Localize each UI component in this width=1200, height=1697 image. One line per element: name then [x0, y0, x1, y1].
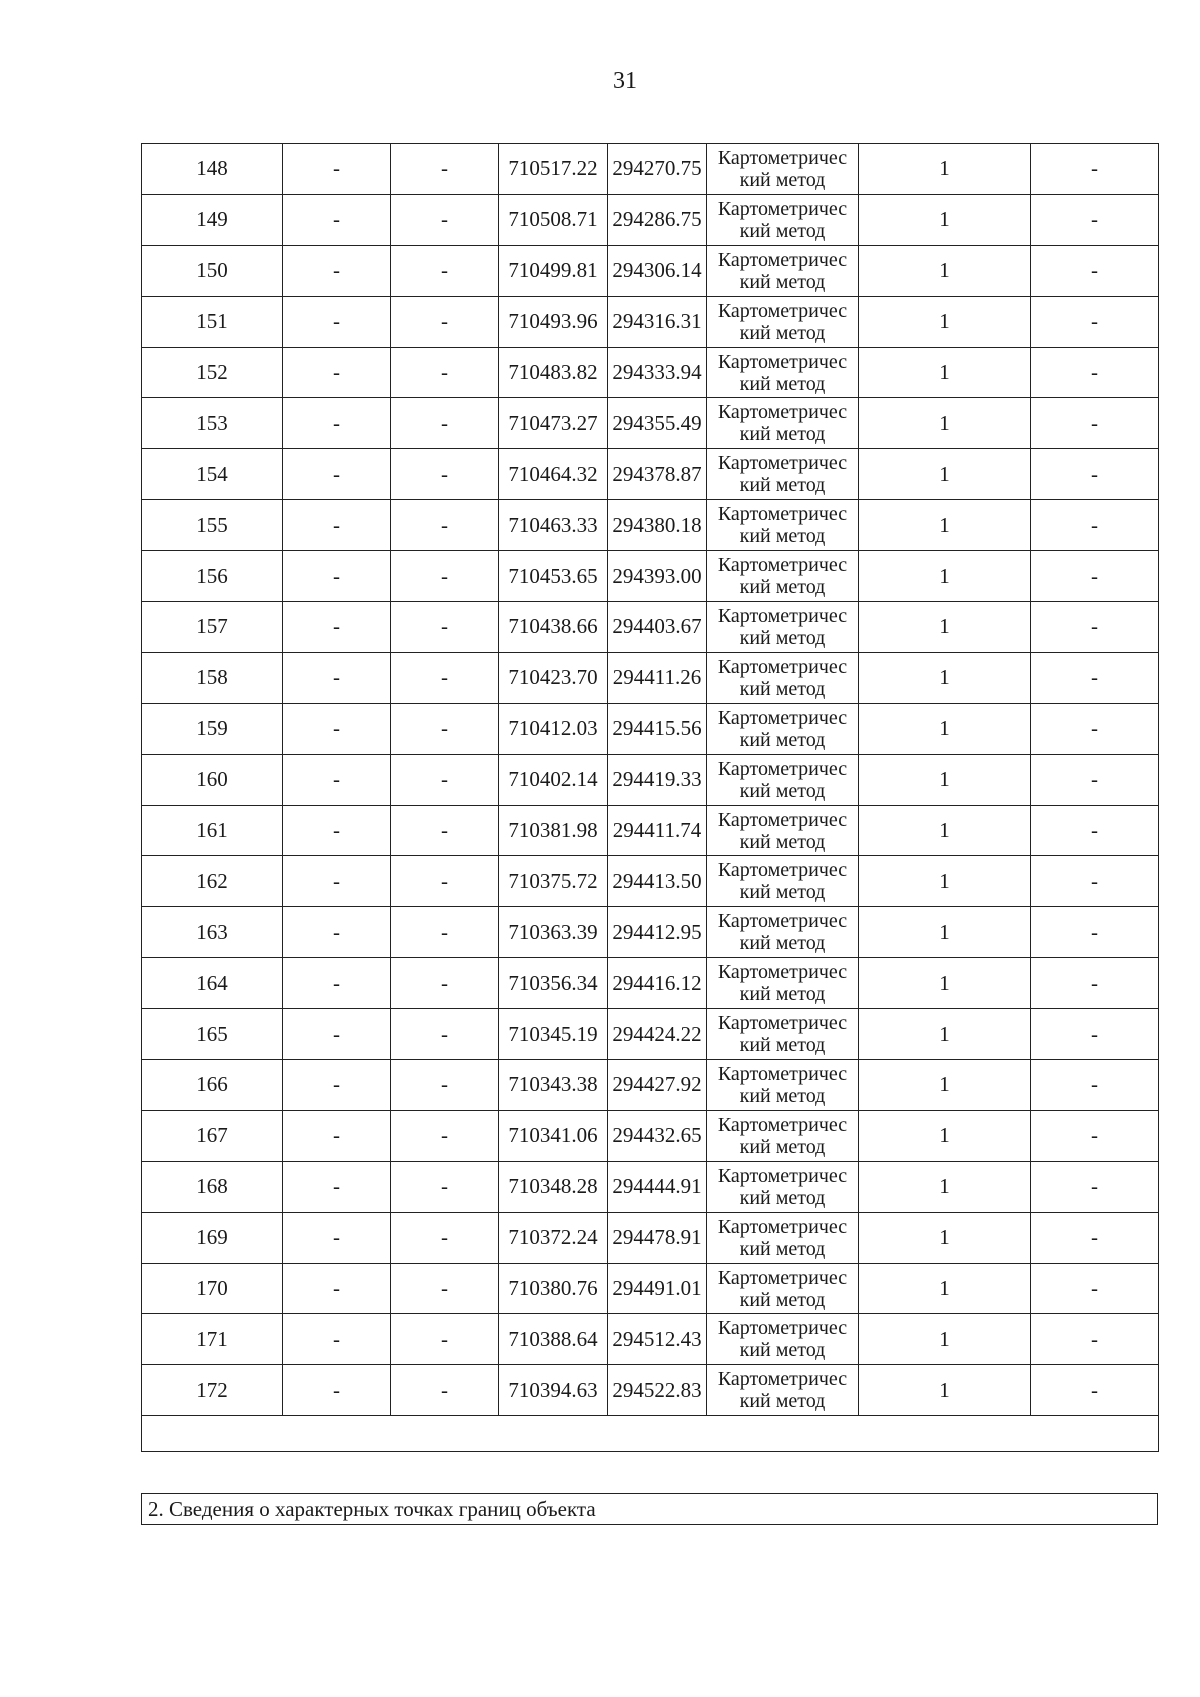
- cell-dash: -: [283, 144, 391, 195]
- cell-dash: -: [1031, 296, 1159, 347]
- table-row: [142, 1060, 1159, 1111]
- cell-method: [707, 144, 859, 195]
- method-line-1: Картометричес: [717, 554, 848, 577]
- cell-point-number: 154: [142, 449, 283, 500]
- cell-dash: -: [391, 958, 499, 1009]
- cell-coordinate-y: 294316.31: [608, 296, 707, 347]
- table-body: [142, 144, 1159, 1452]
- table-row: [142, 449, 1159, 500]
- table-row: [142, 551, 1159, 602]
- method-line-1: Картометричес: [717, 859, 848, 882]
- cell-dash: -: [391, 1110, 499, 1161]
- cell-method: [707, 1060, 859, 1111]
- cell-accuracy: 1: [859, 1365, 1031, 1416]
- table-row: [142, 296, 1159, 347]
- cell-coordinate-x: 710356.34: [499, 958, 608, 1009]
- method-line-2: кий метод: [739, 1288, 826, 1311]
- method-line-2: кий метод: [739, 932, 826, 955]
- cell-coordinate-y: 294306.14: [608, 245, 707, 296]
- cell-dash: -: [1031, 856, 1159, 907]
- cell-method: [707, 398, 859, 449]
- method-line-1: Картометричес: [717, 1113, 848, 1136]
- cell-method: [707, 958, 859, 1009]
- cell-dash: -: [391, 245, 499, 296]
- method-line-2: кий метод: [739, 1034, 826, 1057]
- cell-dash: -: [1031, 652, 1159, 703]
- table-row: [142, 805, 1159, 856]
- method-line-2: кий метод: [739, 576, 826, 599]
- table-row: [142, 194, 1159, 245]
- cell-dash: -: [391, 602, 499, 653]
- cell-dash: -: [1031, 1161, 1159, 1212]
- method-line-2: кий метод: [739, 983, 826, 1006]
- method-line-1: Картометричес: [717, 961, 848, 984]
- cell-dash: -: [1031, 500, 1159, 551]
- cell-coordinate-x: 710473.27: [499, 398, 608, 449]
- cell-coordinate-x: 710372.24: [499, 1212, 608, 1263]
- cell-point-number: 162: [142, 856, 283, 907]
- table-row: [142, 1161, 1159, 1212]
- table-row: [142, 652, 1159, 703]
- cell-coordinate-x: 710348.28: [499, 1161, 608, 1212]
- cell-point-number: 168: [142, 1161, 283, 1212]
- cell-coordinate-x: 710438.66: [499, 602, 608, 653]
- method-line-1: Картометричес: [717, 1012, 848, 1035]
- cell-accuracy: 1: [859, 1161, 1031, 1212]
- cell-coordinate-x: 710388.64: [499, 1314, 608, 1365]
- cell-accuracy: 1: [859, 500, 1031, 551]
- table-row: [142, 245, 1159, 296]
- cell-point-number: 166: [142, 1060, 283, 1111]
- cell-dash: -: [283, 1161, 391, 1212]
- cell-coordinate-x: 710499.81: [499, 245, 608, 296]
- cell-method: [707, 449, 859, 500]
- method-line-2: кий метод: [739, 525, 826, 548]
- cell-dash: -: [283, 296, 391, 347]
- cell-dash: -: [283, 907, 391, 958]
- cell-dash: -: [283, 1009, 391, 1060]
- cell-dash: -: [1031, 398, 1159, 449]
- cell-accuracy: 1: [859, 958, 1031, 1009]
- method-line-1: Картометричес: [717, 1368, 848, 1391]
- cell-dash: -: [1031, 1365, 1159, 1416]
- cell-accuracy: 1: [859, 602, 1031, 653]
- cell-dash: -: [391, 703, 499, 754]
- cell-coordinate-x: 710363.39: [499, 907, 608, 958]
- cell-method: [707, 1110, 859, 1161]
- cell-coordinate-x: 710483.82: [499, 347, 608, 398]
- cell-accuracy: 1: [859, 754, 1031, 805]
- cell-dash: -: [1031, 1212, 1159, 1263]
- cell-dash: -: [391, 347, 499, 398]
- method-line-1: Картометричес: [717, 197, 848, 220]
- method-line-2: кий метод: [739, 626, 826, 649]
- empty-cell: [142, 1416, 1159, 1452]
- table-row: [142, 703, 1159, 754]
- method-line-1: Картометричес: [717, 503, 848, 526]
- table-row: [142, 144, 1159, 195]
- cell-dash: -: [391, 144, 499, 195]
- cell-coordinate-y: 294432.65: [608, 1110, 707, 1161]
- method-line-2: кий метод: [739, 881, 826, 904]
- cell-coordinate-y: 294393.00: [608, 551, 707, 602]
- cell-dash: -: [391, 907, 499, 958]
- cell-dash: -: [283, 1365, 391, 1416]
- cell-coordinate-y: 294415.56: [608, 703, 707, 754]
- cell-coordinate-x: 710423.70: [499, 652, 608, 703]
- method-line-2: кий метод: [739, 1135, 826, 1158]
- table-row: [142, 958, 1159, 1009]
- cell-method: [707, 856, 859, 907]
- method-line-2: кий метод: [739, 1390, 826, 1413]
- cell-point-number: 169: [142, 1212, 283, 1263]
- cell-coordinate-y: 294478.91: [608, 1212, 707, 1263]
- cell-coordinate-x: 710394.63: [499, 1365, 608, 1416]
- cell-dash: -: [391, 1365, 499, 1416]
- method-line-1: Картометричес: [717, 1215, 848, 1238]
- cell-dash: -: [1031, 347, 1159, 398]
- cell-dash: -: [283, 449, 391, 500]
- table-row: [142, 907, 1159, 958]
- cell-coordinate-x: 710412.03: [499, 703, 608, 754]
- cell-coordinate-y: 294444.91: [608, 1161, 707, 1212]
- cell-accuracy: 1: [859, 1110, 1031, 1161]
- cell-coordinate-x: 710381.98: [499, 805, 608, 856]
- method-line-2: кий метод: [739, 423, 826, 446]
- cell-dash: -: [1031, 1110, 1159, 1161]
- table-row: [142, 1212, 1159, 1263]
- cell-accuracy: 1: [859, 907, 1031, 958]
- cell-coordinate-x: 710453.65: [499, 551, 608, 602]
- method-line-1: Картометричес: [717, 350, 848, 373]
- table-row: [142, 1110, 1159, 1161]
- cell-dash: -: [283, 551, 391, 602]
- method-line-2: кий метод: [739, 474, 826, 497]
- method-line-1: Картометричес: [717, 757, 848, 780]
- empty-row: [142, 1416, 1159, 1452]
- coordinates-table: [141, 143, 1159, 1452]
- cell-dash: -: [283, 1263, 391, 1314]
- cell-dash: -: [1031, 194, 1159, 245]
- cell-accuracy: 1: [859, 1009, 1031, 1060]
- cell-dash: -: [1031, 144, 1159, 195]
- cell-dash: -: [1031, 703, 1159, 754]
- cell-coordinate-y: 294413.50: [608, 856, 707, 907]
- section-title: 2. Сведения о характерных точках границ объекта: [141, 1493, 1158, 1525]
- method-line-2: кий метод: [739, 270, 826, 293]
- cell-dash: -: [1031, 449, 1159, 500]
- method-line-2: кий метод: [739, 779, 826, 802]
- method-line-2: кий метод: [739, 219, 826, 242]
- cell-dash: -: [283, 1110, 391, 1161]
- cell-coordinate-x: 710341.06: [499, 1110, 608, 1161]
- cell-dash: -: [391, 652, 499, 703]
- cell-point-number: 149: [142, 194, 283, 245]
- cell-method: [707, 1314, 859, 1365]
- cell-point-number: 164: [142, 958, 283, 1009]
- cell-accuracy: 1: [859, 144, 1031, 195]
- cell-point-number: 165: [142, 1009, 283, 1060]
- cell-method: [707, 245, 859, 296]
- cell-point-number: 159: [142, 703, 283, 754]
- cell-coordinate-y: 294411.26: [608, 652, 707, 703]
- cell-method: [707, 602, 859, 653]
- method-line-2: кий метод: [739, 321, 826, 344]
- cell-dash: -: [283, 703, 391, 754]
- cell-point-number: 150: [142, 245, 283, 296]
- cell-point-number: 163: [142, 907, 283, 958]
- cell-accuracy: 1: [859, 194, 1031, 245]
- cell-accuracy: 1: [859, 551, 1031, 602]
- cell-dash: -: [1031, 958, 1159, 1009]
- cell-point-number: 152: [142, 347, 283, 398]
- table-row: [142, 500, 1159, 551]
- method-line-2: кий метод: [739, 830, 826, 853]
- table-row: [142, 1263, 1159, 1314]
- cell-method: [707, 1263, 859, 1314]
- cell-dash: -: [283, 856, 391, 907]
- table-row: [142, 1314, 1159, 1365]
- cell-dash: -: [391, 449, 499, 500]
- cell-dash: -: [391, 1009, 499, 1060]
- cell-point-number: 148: [142, 144, 283, 195]
- cell-method: [707, 296, 859, 347]
- cell-accuracy: 1: [859, 245, 1031, 296]
- cell-point-number: 160: [142, 754, 283, 805]
- cell-dash: -: [1031, 805, 1159, 856]
- method-line-2: кий метод: [739, 677, 826, 700]
- cell-dash: -: [1031, 602, 1159, 653]
- cell-coordinate-y: 294403.67: [608, 602, 707, 653]
- cell-dash: -: [1031, 754, 1159, 805]
- method-line-2: кий метод: [739, 1186, 826, 1209]
- cell-accuracy: 1: [859, 1263, 1031, 1314]
- cell-dash: -: [1031, 1009, 1159, 1060]
- cell-dash: -: [283, 652, 391, 703]
- cell-coordinate-y: 294491.01: [608, 1263, 707, 1314]
- cell-dash: -: [391, 551, 499, 602]
- cell-coordinate-x: 710463.33: [499, 500, 608, 551]
- cell-accuracy: 1: [859, 652, 1031, 703]
- cell-dash: -: [283, 245, 391, 296]
- cell-point-number: 155: [142, 500, 283, 551]
- cell-dash: -: [283, 1314, 391, 1365]
- cell-accuracy: 1: [859, 1314, 1031, 1365]
- cell-accuracy: 1: [859, 856, 1031, 907]
- cell-coordinate-y: 294411.74: [608, 805, 707, 856]
- cell-dash: -: [391, 805, 499, 856]
- method-line-2: кий метод: [739, 1339, 826, 1362]
- cell-dash: -: [283, 1060, 391, 1111]
- method-line-1: Картометричес: [717, 299, 848, 322]
- cell-dash: -: [391, 1263, 499, 1314]
- cell-point-number: 156: [142, 551, 283, 602]
- method-line-2: кий метод: [739, 1237, 826, 1260]
- cell-coordinate-x: 710464.32: [499, 449, 608, 500]
- method-line-1: Картометричес: [717, 808, 848, 831]
- cell-coordinate-y: 294333.94: [608, 347, 707, 398]
- cell-dash: -: [391, 1212, 499, 1263]
- cell-accuracy: 1: [859, 703, 1031, 754]
- table-row: [142, 602, 1159, 653]
- cell-point-number: 172: [142, 1365, 283, 1416]
- method-line-2: кий метод: [739, 372, 826, 395]
- cell-coordinate-y: 294412.95: [608, 907, 707, 958]
- cell-accuracy: 1: [859, 1060, 1031, 1111]
- page-number: 31: [613, 68, 637, 94]
- cell-coordinate-y: 294355.49: [608, 398, 707, 449]
- cell-method: [707, 1009, 859, 1060]
- cell-dash: -: [1031, 907, 1159, 958]
- method-line-1: Картометричес: [717, 452, 848, 475]
- method-line-1: Картометричес: [717, 1317, 848, 1340]
- cell-coordinate-y: 294416.12: [608, 958, 707, 1009]
- cell-dash: -: [283, 1212, 391, 1263]
- cell-coordinate-y: 294424.22: [608, 1009, 707, 1060]
- cell-coordinate-y: 294380.18: [608, 500, 707, 551]
- cell-point-number: 167: [142, 1110, 283, 1161]
- cell-point-number: 161: [142, 805, 283, 856]
- cell-method: [707, 754, 859, 805]
- cell-accuracy: 1: [859, 347, 1031, 398]
- cell-accuracy: 1: [859, 398, 1031, 449]
- cell-dash: -: [391, 1314, 499, 1365]
- cell-coordinate-y: 294427.92: [608, 1060, 707, 1111]
- cell-point-number: 151: [142, 296, 283, 347]
- cell-dash: -: [391, 856, 499, 907]
- cell-method: [707, 703, 859, 754]
- cell-method: [707, 551, 859, 602]
- cell-coordinate-x: 710402.14: [499, 754, 608, 805]
- method-line-1: Картометричес: [717, 248, 848, 271]
- cell-dash: -: [1031, 245, 1159, 296]
- cell-dash: -: [283, 347, 391, 398]
- method-line-1: Картометричес: [717, 604, 848, 627]
- cell-point-number: 153: [142, 398, 283, 449]
- cell-dash: -: [283, 754, 391, 805]
- table-row: [142, 1009, 1159, 1060]
- cell-coordinate-y: 294270.75: [608, 144, 707, 195]
- method-line-1: Картометричес: [717, 706, 848, 729]
- cell-dash: -: [283, 194, 391, 245]
- method-line-2: кий метод: [739, 168, 826, 191]
- cell-dash: -: [1031, 1060, 1159, 1111]
- cell-dash: -: [391, 500, 499, 551]
- cell-dash: -: [1031, 1263, 1159, 1314]
- cell-method: [707, 1161, 859, 1212]
- table-row: [142, 856, 1159, 907]
- cell-accuracy: 1: [859, 1212, 1031, 1263]
- cell-accuracy: 1: [859, 296, 1031, 347]
- method-line-2: кий метод: [739, 1084, 826, 1107]
- table-row: [142, 347, 1159, 398]
- cell-method: [707, 1212, 859, 1263]
- cell-dash: -: [391, 398, 499, 449]
- cell-coordinate-y: 294512.43: [608, 1314, 707, 1365]
- cell-coordinate-x: 710375.72: [499, 856, 608, 907]
- cell-method: [707, 347, 859, 398]
- cell-dash: -: [283, 602, 391, 653]
- cell-accuracy: 1: [859, 449, 1031, 500]
- cell-dash: -: [391, 1060, 499, 1111]
- cell-coordinate-x: 710345.19: [499, 1009, 608, 1060]
- cell-dash: -: [391, 296, 499, 347]
- cell-coordinate-y: 294522.83: [608, 1365, 707, 1416]
- cell-dash: -: [391, 754, 499, 805]
- cell-dash: -: [1031, 1314, 1159, 1365]
- cell-coordinate-y: 294286.75: [608, 194, 707, 245]
- table-row: [142, 1365, 1159, 1416]
- method-line-2: кий метод: [739, 728, 826, 751]
- cell-point-number: 170: [142, 1263, 283, 1314]
- cell-method: [707, 1365, 859, 1416]
- cell-coordinate-x: 710508.71: [499, 194, 608, 245]
- cell-dash: -: [283, 958, 391, 1009]
- method-line-1: Картометричес: [717, 1164, 848, 1187]
- table-row: [142, 754, 1159, 805]
- cell-coordinate-x: 710380.76: [499, 1263, 608, 1314]
- cell-method: [707, 194, 859, 245]
- method-line-1: Картометричес: [717, 146, 848, 169]
- cell-dash: -: [283, 500, 391, 551]
- cell-point-number: 158: [142, 652, 283, 703]
- cell-dash: -: [283, 805, 391, 856]
- cell-method: [707, 907, 859, 958]
- cell-point-number: 171: [142, 1314, 283, 1365]
- cell-accuracy: 1: [859, 805, 1031, 856]
- method-line-1: Картометричес: [717, 401, 848, 424]
- cell-method: [707, 500, 859, 551]
- cell-coordinate-x: 710343.38: [499, 1060, 608, 1111]
- cell-method: [707, 805, 859, 856]
- method-line-1: Картометричес: [717, 910, 848, 933]
- cell-method: [707, 652, 859, 703]
- cell-dash: -: [391, 1161, 499, 1212]
- method-line-1: Картометричес: [717, 1062, 848, 1085]
- cell-coordinate-x: 710517.22: [499, 144, 608, 195]
- cell-dash: -: [391, 194, 499, 245]
- method-line-1: Картометричес: [717, 655, 848, 678]
- cell-dash: -: [283, 398, 391, 449]
- cell-coordinate-x: 710493.96: [499, 296, 608, 347]
- cell-coordinate-y: 294378.87: [608, 449, 707, 500]
- cell-dash: -: [1031, 551, 1159, 602]
- method-line-1: Картометричес: [717, 1266, 848, 1289]
- table-row: [142, 398, 1159, 449]
- cell-coordinate-y: 294419.33: [608, 754, 707, 805]
- cell-point-number: 157: [142, 602, 283, 653]
